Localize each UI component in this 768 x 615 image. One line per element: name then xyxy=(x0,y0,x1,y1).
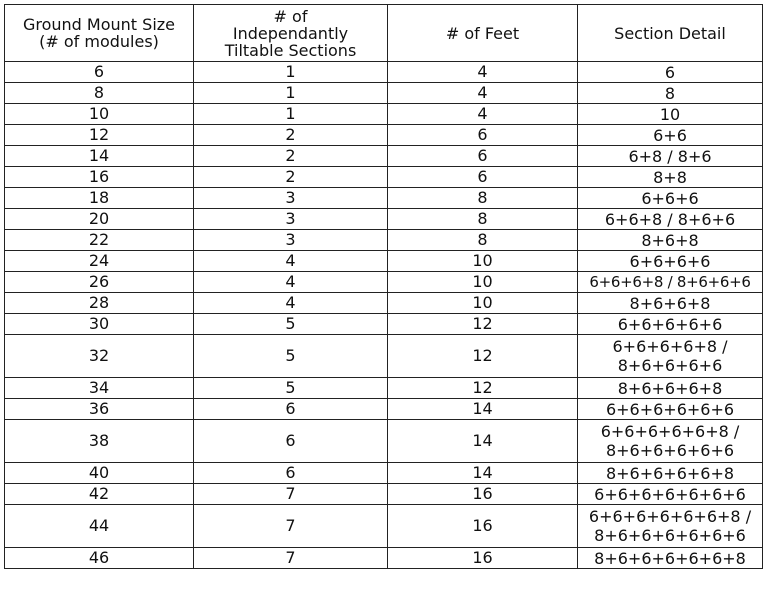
cell-size: 42 xyxy=(5,484,194,505)
cell-sections: 5 xyxy=(194,378,388,399)
cell-sections: 6 xyxy=(194,463,388,484)
cell-detail: 6+6+6+6+8 / 8+6+6+6+6 xyxy=(578,335,763,378)
cell-size: 26 xyxy=(5,272,194,293)
cell-sections: 7 xyxy=(194,505,388,548)
cell-detail: 8 xyxy=(578,83,763,104)
table-row xyxy=(5,314,763,335)
cell-detail: 8+6+8 xyxy=(578,230,763,251)
cell-sections: 7 xyxy=(194,484,388,505)
cell-feet: 4 xyxy=(388,83,578,104)
cell-size: 10 xyxy=(5,104,194,125)
cell-sections: 2 xyxy=(194,146,388,167)
cell-sections: 2 xyxy=(194,125,388,146)
cell-feet: 6 xyxy=(388,125,578,146)
table-row xyxy=(5,146,763,167)
cell-detail: 6+6+8 / 8+6+6 xyxy=(578,209,763,230)
cell-feet: 14 xyxy=(388,420,578,463)
cell-size: 6 xyxy=(5,62,194,83)
cell-detail: 6+6+6 xyxy=(578,188,763,209)
cell-feet: 12 xyxy=(388,335,578,378)
table-row xyxy=(5,125,763,146)
table-row xyxy=(5,548,763,569)
cell-detail: 6+6+6+6 xyxy=(578,251,763,272)
cell-detail: 6+6+6+6+6+6+6 xyxy=(578,484,763,505)
cell-sections: 3 xyxy=(194,188,388,209)
cell-sections: 1 xyxy=(194,83,388,104)
cell-feet: 8 xyxy=(388,209,578,230)
cell-detail: 6+8 / 8+6 xyxy=(578,146,763,167)
table-row xyxy=(5,104,763,125)
cell-sections: 4 xyxy=(194,293,388,314)
cell-feet: 8 xyxy=(388,230,578,251)
cell-feet: 6 xyxy=(388,146,578,167)
cell-detail: 10 xyxy=(578,104,763,125)
cell-detail: 8+6+6+8 xyxy=(578,293,763,314)
header-number-of-feet: # of Feet xyxy=(388,5,578,62)
cell-size: 14 xyxy=(5,146,194,167)
table-row xyxy=(5,420,763,463)
cell-size: 8 xyxy=(5,83,194,104)
cell-sections: 4 xyxy=(194,251,388,272)
cell-size: 32 xyxy=(5,335,194,378)
cell-sections: 5 xyxy=(194,314,388,335)
cell-size: 28 xyxy=(5,293,194,314)
cell-sections: 5 xyxy=(194,335,388,378)
cell-feet: 14 xyxy=(388,399,578,420)
cell-detail: 6+6+6+8 / 8+6+6+6 xyxy=(578,272,763,293)
cell-feet: 6 xyxy=(388,167,578,188)
ground-mount-table xyxy=(4,4,763,569)
cell-sections: 4 xyxy=(194,272,388,293)
table-row xyxy=(5,378,763,399)
cell-sections: 3 xyxy=(194,209,388,230)
cell-size: 38 xyxy=(5,420,194,463)
table-row xyxy=(5,335,763,378)
table-row xyxy=(5,272,763,293)
cell-size: 18 xyxy=(5,188,194,209)
cell-detail: 6+6+6+6+6+6+8 / 8+6+6+6+6+6+6 xyxy=(578,505,763,548)
table-row xyxy=(5,505,763,548)
header-section-detail: Section Detail xyxy=(578,5,763,62)
cell-size: 22 xyxy=(5,230,194,251)
cell-sections: 1 xyxy=(194,104,388,125)
cell-size: 12 xyxy=(5,125,194,146)
cell-detail: 6+6+6+6+6+6 xyxy=(578,399,763,420)
table-row xyxy=(5,251,763,272)
cell-size: 34 xyxy=(5,378,194,399)
cell-size: 40 xyxy=(5,463,194,484)
table-row xyxy=(5,83,763,104)
table-row xyxy=(5,484,763,505)
table-row xyxy=(5,167,763,188)
cell-size: 44 xyxy=(5,505,194,548)
cell-feet: 14 xyxy=(388,463,578,484)
cell-size: 16 xyxy=(5,167,194,188)
cell-feet: 12 xyxy=(388,378,578,399)
cell-detail: 6+6+6+6+6 xyxy=(578,314,763,335)
cell-size: 30 xyxy=(5,314,194,335)
cell-sections: 6 xyxy=(194,420,388,463)
table-header-row xyxy=(5,5,763,62)
cell-detail: 8+6+6+6+8 xyxy=(578,378,763,399)
cell-feet: 16 xyxy=(388,505,578,548)
cell-feet: 10 xyxy=(388,251,578,272)
cell-size: 24 xyxy=(5,251,194,272)
cell-size: 20 xyxy=(5,209,194,230)
cell-sections: 6 xyxy=(194,399,388,420)
cell-detail: 6+6+6+6+6+8 / 8+6+6+6+6+6 xyxy=(578,420,763,463)
table-row xyxy=(5,463,763,484)
cell-feet: 16 xyxy=(388,548,578,569)
cell-sections: 2 xyxy=(194,167,388,188)
table-row xyxy=(5,62,763,83)
table-row xyxy=(5,209,763,230)
cell-feet: 10 xyxy=(388,272,578,293)
cell-feet: 16 xyxy=(388,484,578,505)
cell-detail: 6 xyxy=(578,62,763,83)
cell-size: 36 xyxy=(5,399,194,420)
table-row xyxy=(5,293,763,314)
cell-sections: 3 xyxy=(194,230,388,251)
header-tiltable-sections: # of Independantly Tiltable Sections xyxy=(194,5,388,62)
cell-sections: 7 xyxy=(194,548,388,569)
cell-feet: 12 xyxy=(388,314,578,335)
cell-feet: 4 xyxy=(388,104,578,125)
cell-size: 46 xyxy=(5,548,194,569)
cell-detail: 8+8 xyxy=(578,167,763,188)
cell-detail: 8+6+6+6+6+8 xyxy=(578,463,763,484)
table-row xyxy=(5,230,763,251)
cell-feet: 4 xyxy=(388,62,578,83)
cell-feet: 10 xyxy=(388,293,578,314)
header-ground-mount-size: Ground Mount Size (# of modules) xyxy=(5,5,194,62)
table-row xyxy=(5,399,763,420)
cell-sections: 1 xyxy=(194,62,388,83)
cell-detail: 8+6+6+6+6+6+8 xyxy=(578,548,763,569)
cell-feet: 8 xyxy=(388,188,578,209)
cell-detail: 6+6 xyxy=(578,125,763,146)
table-row xyxy=(5,188,763,209)
